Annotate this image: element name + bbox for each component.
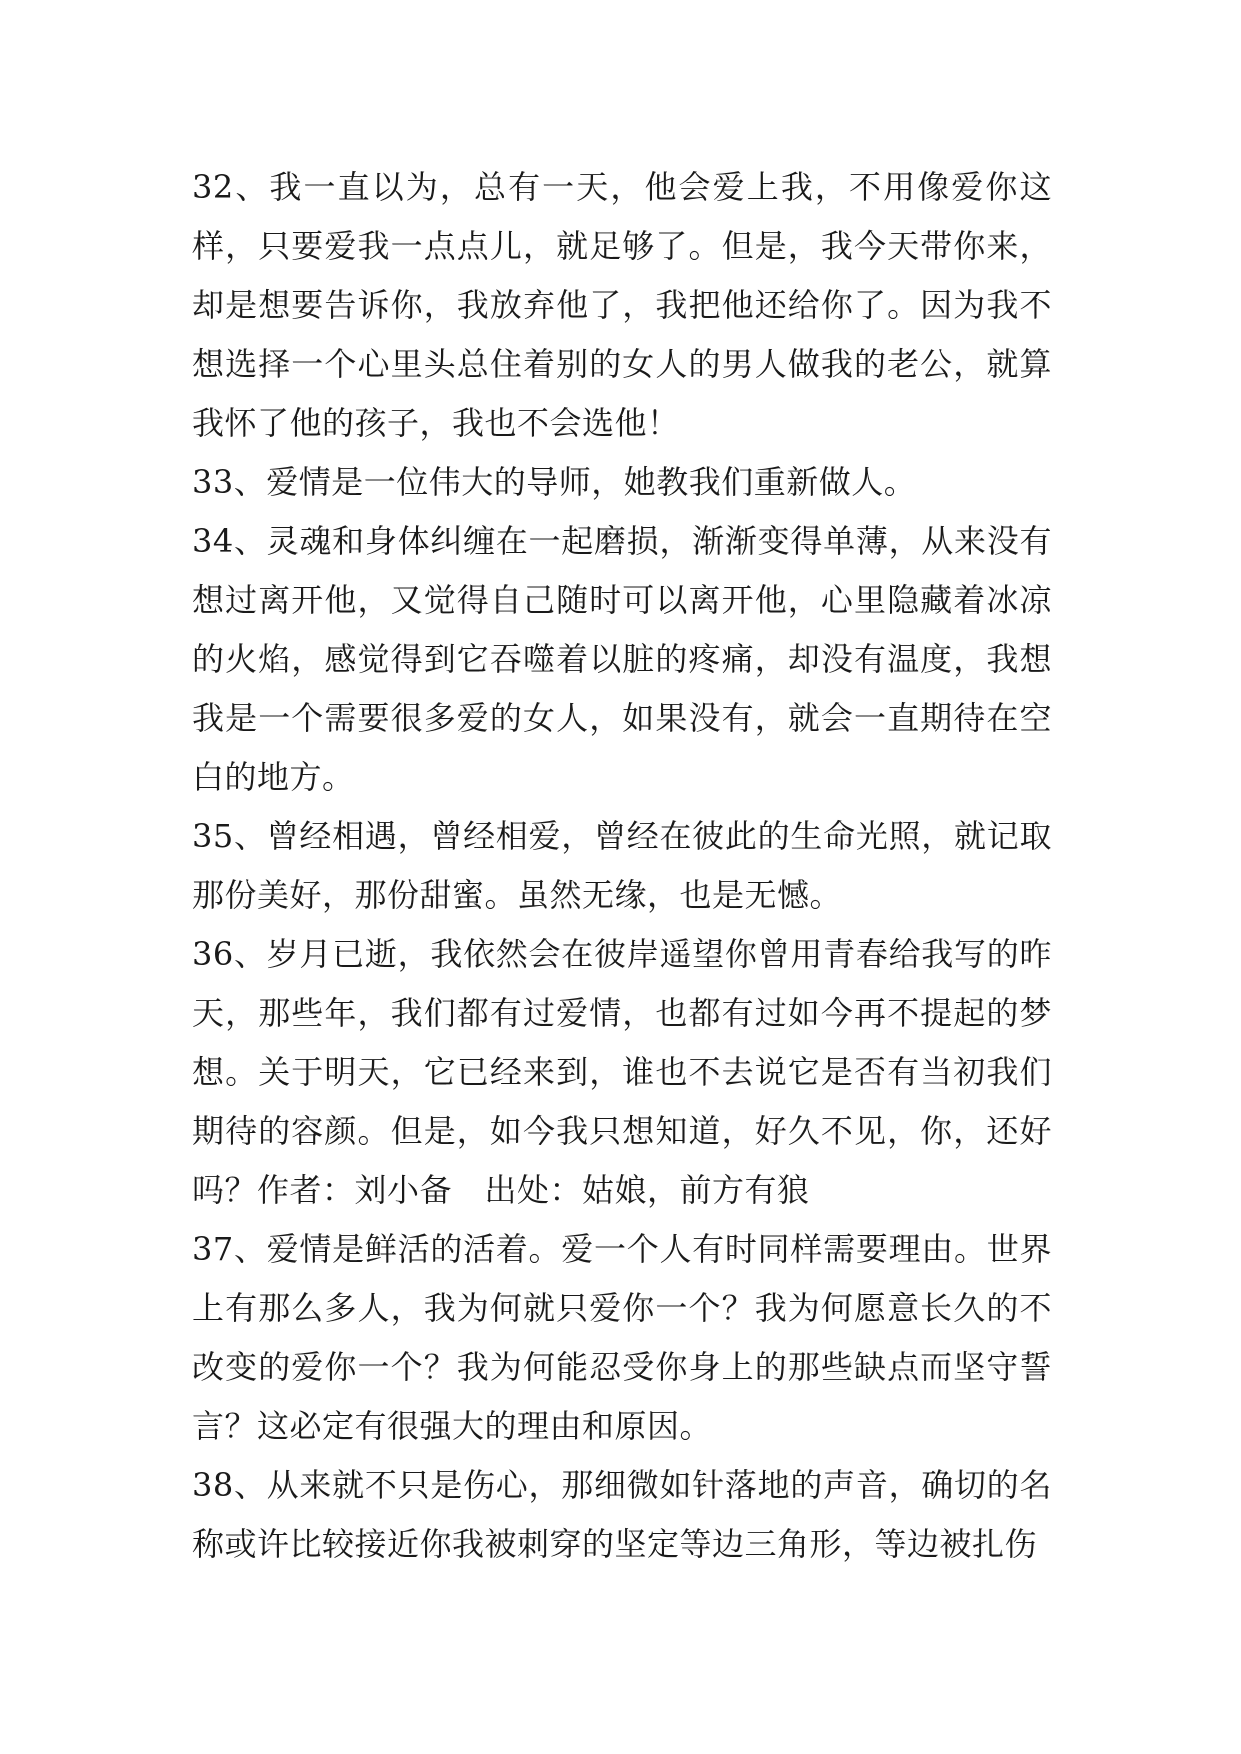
paragraph-35: 35、曾经相遇，曾经相爱，曾经在彼此的生命光照，就记取那份美好，那份甜蜜。虽然无缘，也是无憾。: [192, 817, 1052, 914]
paragraph-34: 34、灵魂和身体纠缠在一起磨损，渐渐变得单薄，从来没有想过离开他，又觉得自己随时可以离开他，心里隐藏着冰凉的火焰，感觉得到它吞噬着以脏的疼痛，却没有温度，我想我是一个需要很多爱的女人，如果没有，就会一直期待在空白的地方。: [192, 522, 1052, 796]
paragraph-38: 38、从来就不只是伤心，那细微如针落地的声音，确切的名称或许比较接近你我被刺穿的坚定等边三角形，等边被扎伤: [192, 1466, 1052, 1563]
paragraph-37: 37、爱情是鲜活的活着。爱一个人有时同样需要理由。世界上有那么多人，我为何就只爱你一个？我为何愿意长久的不改变的爱你一个？我为何能忍受你身上的那些缺点而坚守誓言？这必定有很强大的理由和原因。: [192, 1230, 1052, 1445]
document-body: [192, 158, 1052, 1574]
paragraph-33: 33、爱情是一位伟大的导师，她教我们重新做人。: [192, 463, 917, 501]
paragraph-32: 32、我一直以为，总有一天，他会爱上我，不用像爱你这样，只要爱我一点点儿，就足够了。但是，我今天带你来，却是想要告诉你，我放弃他了，我把他还给你了。因为我不想选择一个心里头总住着别的女人的男人做我的老公，就算我怀了他的孩子，我也不会选他！: [192, 168, 1052, 442]
paragraph-36: 36、岁月已逝，我依然会在彼岸遥望你曾用青春给我写的昨天，那些年，我们都有过爱情，也都有过如今再不提起的梦想。关于明天，它已经来到，谁也不去说它是否有当初我们期待的容颜。但是，如今我只想知道，好久不见，你，还好吗？作者：刘小备 出处：姑娘，前方有狼: [192, 935, 1052, 1209]
